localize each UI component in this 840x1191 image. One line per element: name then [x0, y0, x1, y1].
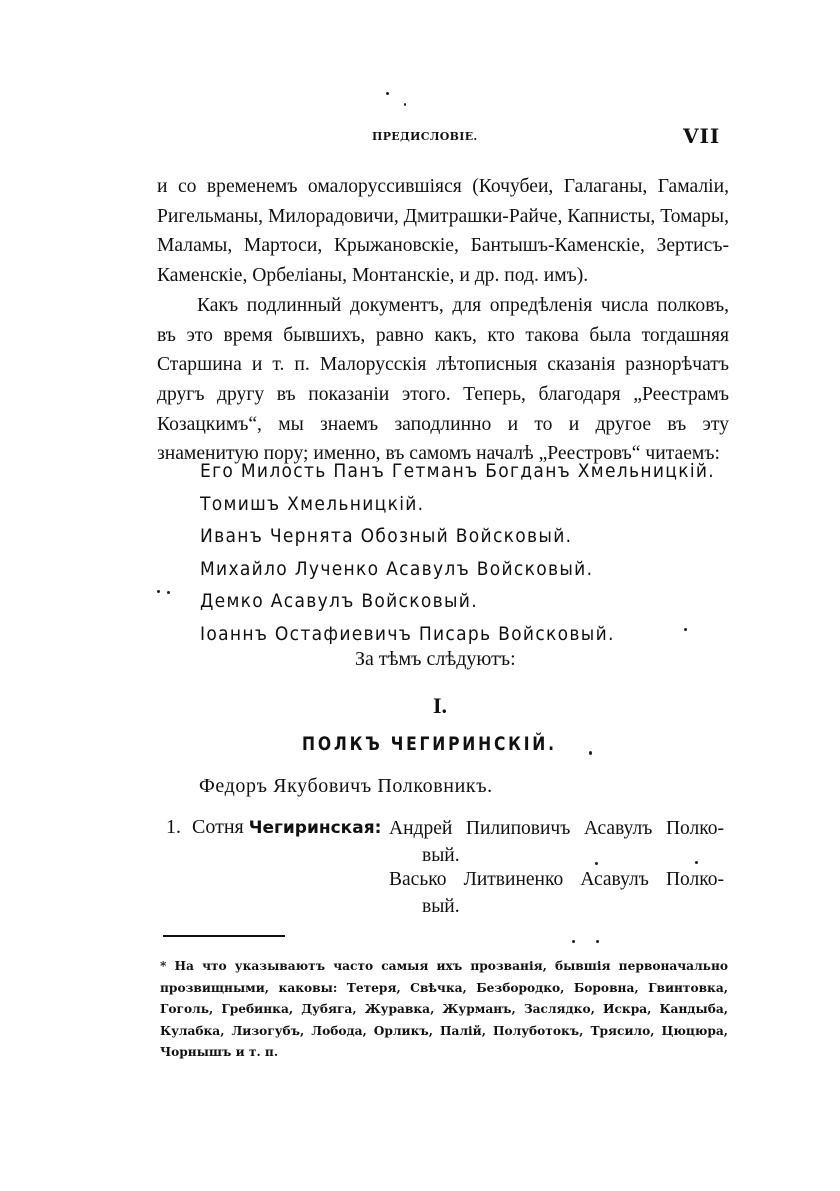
- colonel-line: Федоръ Якубовичъ Полковникъ.: [199, 775, 493, 797]
- scan-speck: [386, 92, 389, 95]
- footnote: * На что указываютъ часто самыя ихъ прозванія, бывшія первоначально прозвищными, каковы: Тетеря, Свѣчка, Безбородко, Боровна, Гвинтовка, Гоголь, Гребинка, Дубяга, Журавка, Журманъ, Заслядко, Искра, Кандыба, Кулабка, Лизогубъ, Лобода, Орликъ, Палій, Полуботокъ, Трясило, Цюцюра, Чорнышъ и т. п.: [160, 959, 728, 1059]
- regiment-heading: ПОЛКЪ ЧЕГИРИНСКІЙ.: [302, 733, 557, 755]
- entry-line: Андрей Пилиповичъ Асавулъ Полко-: [389, 818, 724, 839]
- officer-line: Томишъ Хмельницкій.: [200, 492, 425, 515]
- entry-line-cont: вый.: [422, 845, 460, 866]
- following-caption: За тѣмъ слѣдуютъ:: [355, 648, 516, 670]
- entry-line: Васько Литвиненко Асавулъ Полко-: [389, 869, 724, 890]
- paragraph-document: Какъ подлинный документъ, для опредѣленія числа полковъ, въ это время бывшихъ, равно какъ, кто такова была тогдашняя Старшина и т. п. Малорусскія лѣтописныя сказанія разнорѣчатъ другъ другу въ показаніи этого. Теперь, благодаря „Реестрамъ Козацкимъ“, мы знаемъ заподлинно и то и другое въ эту знаменитую пору; именно, въ самомъ началѣ „Реестровъ“ читаемъ:: [157, 294, 729, 465]
- sotnia-entry: [389, 815, 724, 869]
- scan-speck: [157, 590, 160, 593]
- scan-speck: [167, 591, 170, 594]
- running-header: ПРЕДИСЛОВІЕ.: [372, 130, 478, 143]
- scan-speck: [404, 103, 406, 106]
- section-number: I.: [433, 693, 448, 718]
- sotnia-entry: [389, 866, 724, 920]
- officer-line: Михайло Лученко Асавулъ Войсковый.: [200, 557, 594, 580]
- scan-speck: [589, 751, 592, 755]
- sotnia-label: [192, 816, 381, 839]
- sotnia-name: Чегиринская:: [248, 818, 382, 838]
- officer-line: Демко Асавулъ Войсковый.: [200, 590, 478, 612]
- officers-list: [200, 455, 715, 650]
- sotnia-number: 1.: [166, 816, 181, 838]
- scan-speck: [572, 940, 575, 943]
- scan-speck: [684, 628, 687, 631]
- scan-speck: [695, 861, 698, 864]
- page-number: VII: [683, 124, 721, 148]
- paragraph-continuation: и со временемъ омалоруссившіяся (Кочубеи, Галаганы, Гамаліи, Ригельманы, Милорадовичи, Дмитрашки-Райче, Капнисты, Томары, Маламы, Мартоси, Крыжановскіе, Бантышъ-Каменскіе, Зертисъ-Каменскіе, Орбеліаны, Монтанскіе, и др. под. имъ).: [157, 176, 729, 287]
- preface-text: [157, 172, 729, 469]
- sotnia-word: Сотня: [192, 816, 244, 838]
- officer-line: Его Милость Панъ Гетманъ Богданъ Хмельницкій.: [200, 460, 716, 482]
- scan-speck: [595, 862, 598, 865]
- scan-speck: [596, 940, 599, 943]
- officer-line: Иванъ Чернята Обозный Войсковый.: [200, 525, 573, 547]
- footnote-rule: [163, 935, 285, 937]
- entry-line-cont: вый.: [422, 896, 460, 917]
- officer-line: Іоаннъ Остафиевичъ Писарь Войсковый.: [200, 622, 615, 645]
